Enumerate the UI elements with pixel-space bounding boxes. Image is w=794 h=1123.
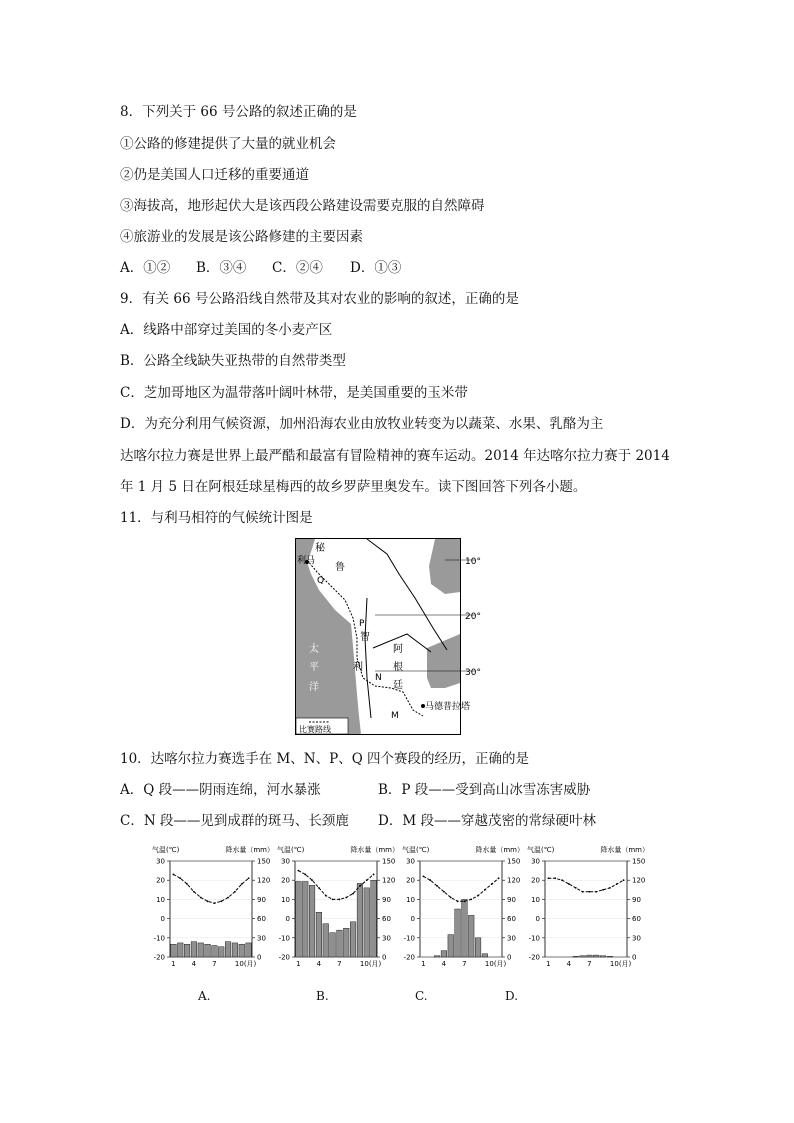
intro-line-1: 达喀尔拉力赛是世界上最严酷和最富有冒险精神的赛车运动。2014 年达喀尔拉力赛于 2014 [120,448,670,464]
chart-d-precip-bar [607,956,613,957]
chart-d-right-label: 降水量（mm） [600,846,649,854]
chart-b-temp-point [339,899,341,901]
chart-b-precip-bar [296,881,302,957]
chart-d-frame [545,861,627,957]
label-q: Q [317,576,325,586]
chart-b-x-tick-label: 7 [337,960,342,968]
chart-b-temp-point [345,897,347,899]
chart-c-temp-point [436,885,438,887]
chart-b-x-tick-label: 4 [316,960,322,968]
chart-a-temp-tick-label: -20 [153,953,165,962]
chart-b-precip-bar [364,888,370,957]
chart-d-temp-point [582,891,584,893]
legend-route-label: 比赛路线 [299,725,331,734]
chart-c-temp-tick-label: -20 [403,953,415,962]
chart-b-x-tick-label: 10(月) [359,960,382,968]
chart-c-temp-tick-label: 20 [406,876,415,885]
chart-c-precip-bar [462,899,468,957]
chart-c-temp-point [491,883,493,885]
chart-c-precip-bar [448,935,454,957]
chart-b-precip-tick-label: 90 [382,895,391,904]
chart-b-temp-point [325,895,327,897]
chart-c-precip-tick-label: 90 [507,895,516,904]
label-ocean-2: 平 [309,662,319,673]
chart-d-temp-tick-label: 0 [535,915,540,924]
chart-a-precip-bar [232,943,238,957]
chart-c-temp-point [429,879,431,881]
label-argentina-3: 廷 [393,680,403,691]
label-mar-del-plata: 马德普拉塔 [425,702,471,712]
chart-c-precip-bar [455,909,461,957]
chart-c-precip-tick-label: 150 [507,857,521,866]
q9-option-c: C．芝加哥地区为温带落叶阔叶林带，是美国重要的玉米带 [120,385,468,401]
chart-d-x-tick-label: 1 [546,960,551,968]
q10-option-a: A．Q 段——阴雨连绵，河水暴涨 [120,782,321,798]
chart-d-temp-point [575,887,577,889]
q9-stem: 9．有关 66 号公路沿线自然带及其对农业的影响的叙述，正确的是 [120,291,519,307]
chart-a-precip-tick-label: 120 [257,876,271,885]
chart-d-precip-tick-label: 120 [632,876,646,885]
chart-a-temp-tick-label: 0 [160,915,165,924]
chart-b-temp-tick-label: -20 [278,953,290,962]
chart-b-precip-tick-label: 30 [382,934,391,943]
chart-a-precip-tick-label: 90 [257,895,266,904]
chart-d-temp-point [548,877,550,879]
chart-b-temp-point [359,885,361,887]
chart-d-temp-point [609,887,611,889]
chart-c-temp-point [443,891,445,893]
chart-c-temp-point [450,897,452,899]
label-peru-2: 鲁 [335,562,345,573]
chart-a-temp-tick-label: 10 [156,895,165,904]
chart-c-precip-bar [468,915,474,957]
chart-a-temp-point [248,877,250,879]
chart-a-temp-line [173,874,248,903]
label-ocean-3: 洋 [309,682,319,693]
lat-label-10: 10° [465,557,481,567]
chart-c-x-tick-label: 10(月) [484,960,507,968]
chart-d-temp-tick-label: -20 [528,953,540,962]
label-chile-1: 智 [360,632,370,643]
chart-c-label: C. [415,989,428,1003]
chart-a-temp-tick-label: -10 [153,934,165,943]
lat-label-20: 20° [465,612,481,622]
chart-d-precip-bar [573,956,579,957]
climate-chart-c [402,845,524,968]
chart-a-precip-bar [205,944,211,957]
chart-a-precip-tick-label: 60 [257,915,266,924]
q8-option-d: D．①③ [350,260,402,276]
q8-option-c: C．②④ [272,260,323,276]
chart-d-precip-bar [580,956,586,957]
chart-b-right-label: 降水量（mm） [350,846,399,854]
chart-b-temp-tick-label: -10 [278,934,290,943]
chart-d-precip-tick-label: 90 [632,895,641,904]
chart-d-temp-tick-label: 30 [531,857,540,866]
chart-a-precip-tick-label: 30 [257,934,266,943]
chart-d-precip-tick-label: 60 [632,915,641,924]
chart-a-x-tick-label: 4 [191,960,197,968]
chart-c-precip-tick-label: 30 [507,934,516,943]
chart-d-precip-tick-label: 150 [632,857,646,866]
chart-a-temp-point [241,883,243,885]
chart-c-x-tick-label: 7 [462,960,467,968]
label-m: M [391,711,399,721]
chart-a-x-tick-label: 7 [212,960,217,968]
chart-b-precip-tick-label: 150 [382,857,396,866]
chart-c-temp-point [423,875,425,877]
chart-d-temp-point [561,879,563,881]
chart-a-precip-bar [191,942,197,957]
chart-d-temp-point [589,891,591,893]
chart-d-precip-bar [600,956,606,957]
q8-option-b: B．③④ [196,260,247,276]
chart-a-precip-bar [177,943,183,957]
chart-a-precip-bar [198,943,204,957]
chart-a-label: A. [198,989,211,1003]
chart-c-left-label: 气温(℃) [402,846,430,854]
chart-b-temp-point [298,870,300,872]
q8-item-4: ④旅游业的发展是该公路修建的主要因素 [120,229,363,245]
chart-d-temp-tick-label: 10 [531,895,540,904]
chart-a-temp-point [200,897,202,899]
chart-d-temp-point [595,891,597,893]
chart-b-precip-bar [302,881,308,957]
chart-c-precip-bar [482,954,488,957]
chart-a-temp-point [214,902,216,904]
label-n: N [375,673,382,683]
q8-stem: 8．下列关于 66 号公路的叙述正确的是 [120,104,357,120]
chart-d-x-tick-label: 7 [587,960,592,968]
chart-b-precip-bar [316,912,322,957]
chart-b-precip-tick-label: 0 [382,953,387,962]
label-argentina-2: 根 [393,662,403,673]
south-america-map [295,538,495,735]
chart-b-temp-tick-label: 30 [281,857,290,866]
label-p: P [359,619,365,629]
intro-line-2: 年 1 月 5 日在阿根廷球星梅西的故乡罗萨里奥发车。读下图回答下列各小题。 [120,479,587,495]
chart-a-temp-point [179,877,181,879]
q8-item-3: ③海拔高，地形起伏大是该西段公路建设需要克服的自然障碍 [120,198,485,214]
chart-b-precip-bar [350,922,356,957]
chart-c-temp-tick-label: -10 [403,934,415,943]
chart-a-precip-bar [184,944,190,957]
chart-a-left-label: 气温(℃) [152,846,180,854]
q10-option-c: C．N 段——见到成群的斑马、长颈鹿 [120,813,349,829]
q10-option-d: D．M 段——穿越茂密的常绿硬叶林 [378,813,596,829]
chart-b-precip-bar [330,933,336,957]
q9-option-d: D．为充分利用气候资源，加州沿海农业由放牧业转变为以蔬菜、水果、乳酪为主 [120,416,604,432]
chart-b-temp-tick-label: 0 [285,915,290,924]
chart-a-x-tick-label: 10(月) [234,960,257,968]
chart-d-temp-point [568,883,570,885]
chart-d-temp-point [623,879,625,881]
chart-b-temp-point [311,879,313,881]
chart-b-precip-bar [337,930,343,957]
chart-a-precip-bar [246,943,252,957]
q10-option-b: B．P 段——受到高山冰雪冻害威胁 [378,782,591,798]
chart-a-x-tick-label: 1 [171,960,176,968]
chart-b-temp-tick-label: 20 [281,876,290,885]
chart-d-precip-bar [587,955,593,957]
q8-item-2: ②仍是美国人口迁移的重要通道 [120,167,309,183]
chart-c-x-tick-label: 1 [421,960,426,968]
chart-c-precip-tick-label: 120 [507,876,521,885]
lat-label-30: 30° [465,668,481,678]
chart-b-precip-bar [357,883,363,957]
chart-c-temp-point [484,889,486,891]
label-ocean-1: 太 [309,644,319,655]
q8-item-1: ①公路的修建提供了大量的就业机会 [120,136,336,152]
chart-a-precip-bar [171,944,177,957]
chart-b-precip-bar [343,928,349,957]
climate-chart-b [277,845,399,968]
chart-a-temp-point [234,891,236,893]
northeast-shading [429,539,460,594]
chart-c-frame [420,861,502,957]
climate-chart-d [527,845,649,968]
chart-a-right-label: 降水量（mm） [225,846,274,854]
chart-b-temp-point [352,893,354,895]
chart-a-temp-point [193,891,195,893]
chart-c-x-tick-label: 4 [441,960,447,968]
chart-a-precip-bar [225,942,231,957]
chart-a-precip-tick-label: 0 [257,953,262,962]
chart-b-label: B. [316,989,329,1003]
chart-d-precip-tick-label: 0 [632,953,637,962]
chart-a-temp-point [186,883,188,885]
chart-a-temp-tick-label: 30 [156,857,165,866]
q10-options-row-1 [120,781,680,799]
climate-charts [150,843,650,973]
chart-c-temp-point [457,900,459,902]
q10-options-row-2 [120,812,680,830]
chart-d-left-label: 气温(℃) [527,846,555,854]
chart-b-precip-bar [309,885,315,957]
climate-chart-a [152,845,274,968]
chart-b-temp-point [318,887,320,889]
chart-d-precip-bar [593,955,599,957]
q9-option-a: A．线路中部穿过美国的冬小麦产区 [120,322,333,338]
chart-c-temp-point [477,895,479,897]
chart-b-left-label: 气温(℃) [277,846,305,854]
chart-a-temp-point [227,897,229,899]
chart-c-precip-bar [475,938,481,957]
chart-d-precip-tick-label: 30 [632,934,641,943]
q8-options [120,259,401,277]
chart-c-precip-tick-label: 60 [507,915,516,924]
chart-b-temp-point [366,879,368,881]
chart-c-precip-bar [434,956,440,957]
chart-c-temp-tick-label: 0 [410,915,415,924]
chart-a-precip-bar [212,945,218,957]
chart-b-precip-bar [371,880,377,957]
chart-a-precip-tick-label: 150 [257,857,271,866]
chart-d-temp-tick-label: 20 [531,876,540,885]
label-argentina-1: 阿 [393,644,403,655]
chart-a-precip-bar [218,947,224,957]
chart-b-precip-bar [323,924,329,957]
chart-d-temp-point [602,889,604,891]
chart-c-precip-bar [441,951,447,957]
chart-c-temp-tick-label: 30 [406,857,415,866]
chart-c-temp-point [470,899,472,901]
chart-d-label: D. [505,989,519,1003]
label-lima: 利马 [297,556,316,566]
chart-c-precip-tick-label: 0 [507,953,512,962]
chart-a-frame [170,861,252,957]
chart-b-temp-point [332,899,334,901]
q9-option-b: B．公路全线缺失亚热带的自然带类型 [120,353,346,369]
chart-d-temp-point [554,877,556,879]
chart-b-precip-tick-label: 120 [382,876,396,885]
chart-b-precip-tick-label: 60 [382,915,391,924]
chart-d-x-tick-label: 10(月) [609,960,632,968]
chart-d-x-tick-label: 4 [566,960,572,968]
q8-option-a: A．①② [120,260,171,276]
q11-stem: 11．与利马相符的气候统计图是 [120,510,313,526]
chart-a-temp-tick-label: 20 [156,876,165,885]
chart-c-temp-point [498,877,500,879]
label-chile-2: 利 [353,662,363,673]
chart-a-temp-point [220,900,222,902]
chart-a-precip-bar [239,944,245,957]
q10-stem: 10．达喀尔拉力赛选手在 M、N、P、Q 四个赛段的经历，正确的是 [120,751,530,767]
chart-a-temp-point [173,874,175,876]
chart-c-temp-point [464,900,466,902]
chart-b-x-tick-label: 1 [296,960,301,968]
chart-d-temp-tick-label: -10 [528,934,540,943]
label-peru-1: 秘 [315,543,325,554]
chart-d-temp-point [616,883,618,885]
chart-c-temp-tick-label: 10 [406,895,415,904]
chart-b-temp-point [373,874,375,876]
chart-b-temp-point [304,874,306,876]
chart-c-right-label: 降水量（mm） [475,846,524,854]
chart-a-temp-point [207,900,209,902]
chart-b-temp-tick-label: 10 [281,895,290,904]
